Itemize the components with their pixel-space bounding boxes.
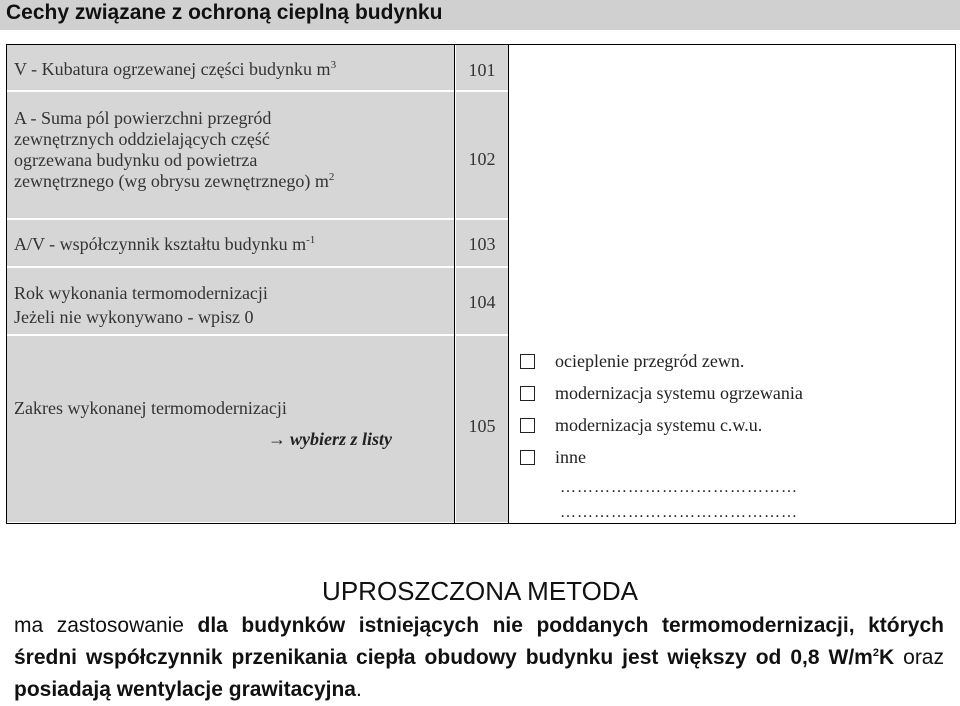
divider	[6, 523, 956, 524]
row-104-code-cell	[456, 268, 508, 334]
divider	[508, 44, 509, 524]
row-103-input[interactable]	[510, 220, 956, 266]
dotted-line-1: ……………………………………	[560, 479, 798, 496]
row-103-label: A/V - współczynnik kształtu budynku $m^{-1}$	[14, 234, 316, 254]
row-103-label-cell	[6, 220, 454, 266]
row-104-label-cell	[6, 268, 454, 334]
divider	[6, 44, 956, 45]
row-101-code-cell	[456, 44, 508, 90]
option-other[interactable]: inne	[520, 447, 586, 468]
title-bar	[0, 0, 960, 30]
divider	[955, 44, 956, 524]
row-101-label: V - Kubatura ogrzewanej części budynku $m^3$	[14, 59, 337, 79]
row-101-label-cell	[6, 44, 454, 90]
option-hot-water[interactable]: modernizacja systemu c.w.u.	[520, 415, 762, 436]
row-102-code-cell	[456, 92, 508, 218]
row-103-code: 103	[468, 234, 496, 254]
row-101-code: 101	[468, 60, 496, 80]
checkbox-icon[interactable]	[520, 418, 535, 433]
row-105-code-cell	[456, 336, 508, 522]
checkbox-icon[interactable]	[520, 450, 535, 465]
divider	[6, 44, 7, 524]
row-105-label: Zakres wykonanej termomodernizacji	[14, 398, 287, 418]
divider	[454, 44, 455, 524]
building-form	[6, 44, 956, 528]
row-104-code: 104	[468, 292, 496, 312]
row-101-input[interactable]	[510, 44, 956, 90]
method-heading: UPROSZCZONA METODA	[322, 576, 638, 606]
row-105-label-cell	[6, 336, 454, 522]
row-104-label: Rok wykonania termomodernizacji Jeżeli nie wykonywano - wpisz 0	[14, 283, 268, 327]
row-104-input[interactable]	[510, 268, 956, 334]
checkbox-icon[interactable]	[520, 386, 535, 401]
row-102-code: 102	[468, 149, 496, 169]
option-heating[interactable]: modernizacja systemu ogrzewania	[520, 383, 803, 404]
checkbox-icon[interactable]	[520, 354, 535, 369]
select-from-list-link[interactable]: → wybierz z listy	[268, 429, 392, 449]
arrow-right-icon: →	[268, 429, 286, 449]
method-description: ma zastosowanie dla budynków istniejących nie poddanych termomodernizacji, których średni współczynnik przenikania ciepła obudowy budynku jest większy od 0,8 $W/m^2K$ oraz posiadają wentylacje grawitacyjna.	[14, 614, 944, 701]
row-102-label-cell	[6, 92, 454, 218]
row-102-label: A - Suma pól powierzchni przegród zewnętrznych oddzielających część ogrzewana budynku od powietrza zewnętrznego (wg obrysu zewnętrznego) $m^2$	[14, 108, 335, 191]
row-103-code-cell	[456, 220, 508, 266]
option-insulation[interactable]: ocieplenie przegród zewn.	[520, 351, 744, 372]
dotted-line-2: ……………………………………	[560, 504, 798, 521]
page-title: Cechy związane z ochroną cieplną budynku	[6, 1, 443, 24]
row-102-input[interactable]	[510, 92, 956, 218]
row-105-code: 105	[468, 416, 496, 436]
